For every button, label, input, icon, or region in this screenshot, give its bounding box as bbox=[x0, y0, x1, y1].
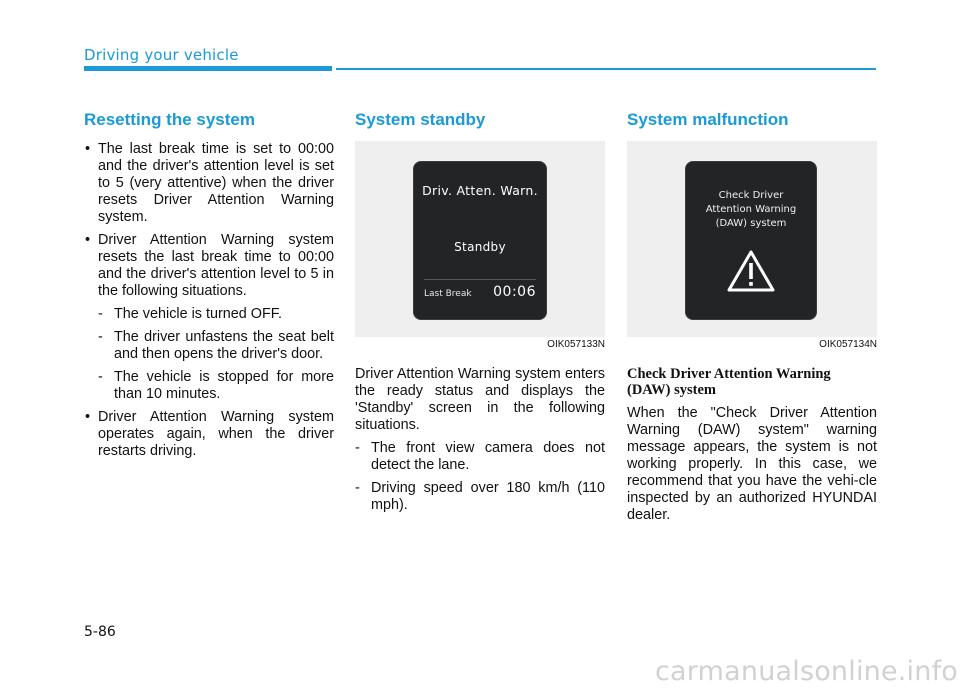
figure-caption: OIK057134N bbox=[819, 339, 877, 350]
dash-item: - The driver unfastens the seat belt and then opens the driver's door. bbox=[98, 329, 334, 363]
header-rule-thin bbox=[336, 68, 876, 70]
cluster-display-standby bbox=[413, 161, 547, 320]
column-malfunction bbox=[627, 110, 877, 524]
last-break-label: Last Break bbox=[424, 289, 472, 299]
message-line: Attention Warning bbox=[705, 204, 797, 215]
message-line: Check Driver bbox=[718, 190, 784, 201]
resetting-bullets bbox=[84, 141, 334, 460]
display-message bbox=[690, 189, 812, 231]
header-rule-thick bbox=[84, 66, 332, 71]
dash-item: - The vehicle is stopped for more than 10 minutes. bbox=[98, 369, 334, 403]
dash-item: - The vehicle is turned OFF. bbox=[98, 306, 334, 323]
bullet-text: Driver Attention Warning system resets the last break time to 00:00 and the driver's attention level to 5 in the following situations. bbox=[98, 232, 334, 299]
bullet-item bbox=[84, 232, 334, 403]
heading-malfunction: System malfunction bbox=[627, 110, 789, 129]
watermark: carmanualsonline.info bbox=[655, 656, 958, 687]
heading-resetting: Resetting the system bbox=[84, 110, 255, 129]
figure-caption: OIK057133N bbox=[547, 339, 605, 350]
section-label: Driving your vehicle bbox=[84, 46, 239, 64]
bullet-text: Driver Attention Warning system operates again, when the driver restarts driving. bbox=[98, 409, 334, 459]
bullet-text: The last break time is set to 00:00 and the driver's attention level is set to 5 (very attentive) when the driver resets Driver Attention Warning system. bbox=[98, 141, 334, 225]
reset-situations bbox=[98, 306, 334, 403]
heading-standby: System standby bbox=[355, 110, 486, 129]
display-divider bbox=[424, 279, 536, 280]
dash-item: - Driving speed over 180 km/h (110 mph). bbox=[355, 480, 605, 514]
cluster-display-malfunction bbox=[685, 161, 817, 320]
display-title: Driv. Atten. Warn. bbox=[422, 183, 538, 198]
bullet-item bbox=[84, 141, 334, 226]
column-standby bbox=[355, 110, 605, 520]
last-break-time: 00:06 bbox=[493, 284, 536, 300]
bullet-item bbox=[84, 409, 334, 460]
malfunction-figure bbox=[627, 141, 877, 337]
column-resetting bbox=[84, 110, 334, 466]
standby-intro: Driver Attention Warning system enters the ready status and displays the 'Standby' screen in the following situations. bbox=[355, 366, 605, 433]
message-line: (DAW) system bbox=[715, 218, 787, 229]
page-number: 5-86 bbox=[84, 624, 116, 640]
standby-figure bbox=[355, 141, 605, 337]
standby-situations bbox=[355, 440, 605, 514]
subheading-check-daw: Check Driver Attention Warning (DAW) system bbox=[627, 366, 831, 398]
warning-triangle-icon bbox=[726, 249, 776, 293]
malfunction-body: When the "Check Driver Attention Warning (DAW) system" warning message appears, the system is not working properly. In this case, we recommend that you have the vehi-cle inspected by an authorized HYUNDAI dealer. bbox=[627, 405, 877, 523]
display-status: Standby bbox=[454, 240, 506, 254]
dash-item: - The front view camera does not detect the lane. bbox=[355, 440, 605, 474]
